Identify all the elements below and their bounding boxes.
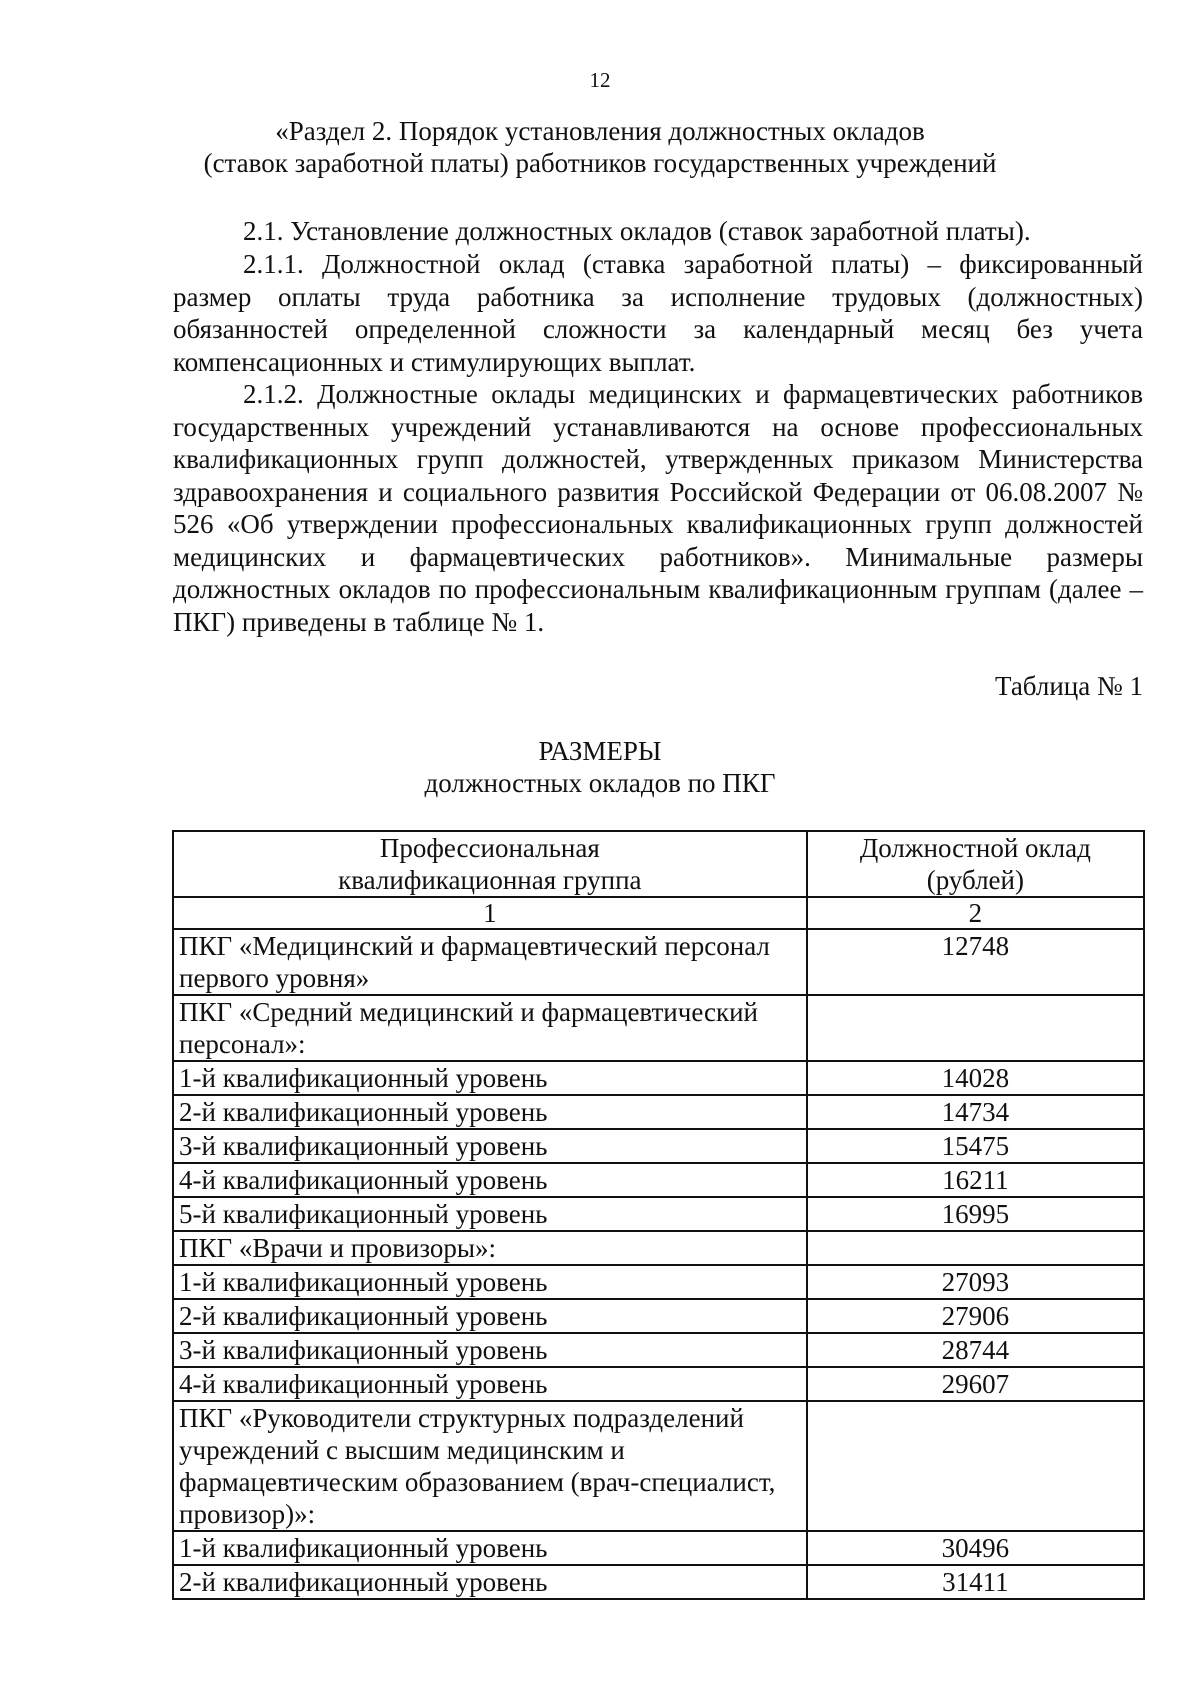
table-heading-subtitle: должностных окладов по ПКГ xyxy=(424,768,776,798)
section-title xyxy=(150,115,1050,179)
table-row xyxy=(173,1531,1144,1565)
group-cell: ПКГ «Врачи и провизоры»: xyxy=(173,1231,807,1265)
table-row xyxy=(173,1095,1144,1129)
group-cell: 2-й квалификационный уровень xyxy=(173,1299,807,1333)
paragraph-2-1-2: 2.1.2. Должностные оклады медицинских и фармацевтических работников государственных учреждений устанавливаются на основе профессиональных квалификационных групп должностей, утвержденных приказом Министерства здравоохранения и социального развития Российской Федерации от 06.08.2007 № 526 «Об утверждении профессиональных квалификационных групп должностей медицинских и фармацевтических работников». Минимальные размеры должностных окладов по профессиональным квалификационным группам (далее – ПКГ) приведены в таблице № 1. xyxy=(173,379,1143,637)
table-number: Таблица № 1 xyxy=(995,671,1143,701)
salary-cell: 16995 xyxy=(807,1197,1144,1231)
table-heading-title: РАЗМЕРЫ xyxy=(538,736,662,766)
table-row xyxy=(173,1367,1144,1401)
paragraph-2-1-1: 2.1.1. Должностной оклад (ставка заработной платы) – фиксированный размер оплаты труда работника за исполнение трудовых (должностных) обязанностей определенной сложности за календарный месяц без учета компенсационных и стимулирующих выплат. xyxy=(173,249,1143,377)
salary-cell: 29607 xyxy=(807,1367,1144,1401)
table-row xyxy=(173,1061,1144,1095)
header-group-line-2: квалификационная группа xyxy=(338,865,642,895)
salary-table xyxy=(172,830,1145,1600)
column-number-2: 2 xyxy=(807,897,1144,929)
table-header-row xyxy=(173,831,1144,897)
group-cell: 1-й квалификационный уровень xyxy=(173,1061,807,1095)
group-cell: 1-й квалификационный уровень xyxy=(173,1531,807,1565)
group-cell: 1-й квалификационный уровень xyxy=(173,1265,807,1299)
table-row xyxy=(173,1231,1144,1265)
group-cell: 2-й квалификационный уровень xyxy=(173,1095,807,1129)
table-row xyxy=(173,1129,1144,1163)
group-cell: ПКГ «Средний медицинский и фармацевтический персонал»: xyxy=(173,995,807,1061)
salary-cell: 28744 xyxy=(807,1333,1144,1367)
salary-cell: 15475 xyxy=(807,1129,1144,1163)
table-row xyxy=(173,1163,1144,1197)
salary-cell xyxy=(807,995,1144,1061)
salary-cell: 14734 xyxy=(807,1095,1144,1129)
table-row xyxy=(173,1333,1144,1367)
salary-cell: 12748 xyxy=(807,929,1144,995)
table-body xyxy=(173,929,1144,1599)
table-row xyxy=(173,1197,1144,1231)
column-number-row xyxy=(173,897,1144,929)
group-cell: 5-й квалификационный уровень xyxy=(173,1197,807,1231)
section-title-line-2: (ставок заработной платы) работников государственных учреждений xyxy=(203,148,997,178)
table-row xyxy=(173,1299,1144,1333)
column-number-1: 1 xyxy=(173,897,807,929)
group-cell: 3-й квалификационный уровень xyxy=(173,1129,807,1163)
salary-cell: 14028 xyxy=(807,1061,1144,1095)
table-row xyxy=(173,929,1144,995)
salary-cell: 30496 xyxy=(807,1531,1144,1565)
table-row xyxy=(173,1565,1144,1599)
salary-cell: 31411 xyxy=(807,1565,1144,1599)
group-cell: ПКГ «Руководители структурных подразделений учреждений с высшим медицинским и фармацевтическим образованием (врач-специалист, провизор)»: xyxy=(173,1401,807,1531)
table-heading xyxy=(0,735,1200,799)
header-salary-line-1: Должностной оклад xyxy=(859,833,1091,863)
table-row xyxy=(173,995,1144,1061)
page-number: 12 xyxy=(589,68,611,92)
header-group-line-1: Профессиональная xyxy=(379,833,600,863)
header-group-cell xyxy=(173,831,807,897)
header-salary-cell xyxy=(807,831,1144,897)
salary-cell xyxy=(807,1231,1144,1265)
table-row xyxy=(173,1265,1144,1299)
table-row xyxy=(173,1401,1144,1531)
group-cell: 4-й квалификационный уровень xyxy=(173,1163,807,1197)
group-cell: 3-й квалификационный уровень xyxy=(173,1333,807,1367)
salary-cell xyxy=(807,1401,1144,1531)
group-cell: 2-й квалификационный уровень xyxy=(173,1565,807,1599)
header-salary-line-2: (рублей) xyxy=(926,865,1024,895)
group-cell: ПКГ «Медицинский и фармацевтический персонал первого уровня» xyxy=(173,929,807,995)
salary-cell: 27093 xyxy=(807,1265,1144,1299)
paragraph-2-1: 2.1. Установление должностных окладов (ставок заработной платы). xyxy=(243,216,1031,246)
section-title-line-1: «Раздел 2. Порядок установления должностных окладов xyxy=(275,116,925,146)
salary-cell: 27906 xyxy=(807,1299,1144,1333)
group-cell: 4-й квалификационный уровень xyxy=(173,1367,807,1401)
salary-cell: 16211 xyxy=(807,1163,1144,1197)
